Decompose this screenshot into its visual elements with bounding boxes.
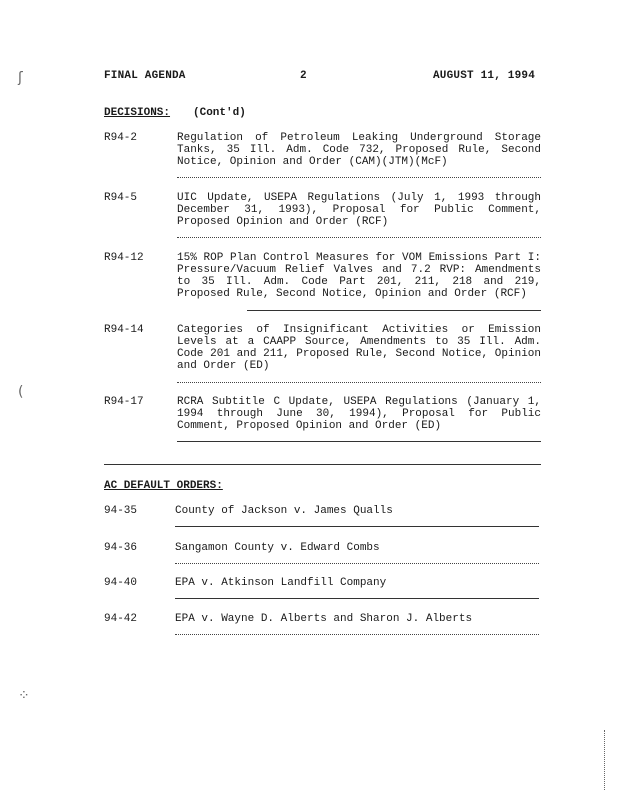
ac-default-heading: AC DEFAULT ORDERS: — [104, 480, 223, 492]
page-number: 2 — [300, 70, 307, 82]
scan-mark-middle: ( — [18, 384, 24, 400]
item-rule — [177, 177, 541, 178]
docket-id: R94-17 — [104, 396, 144, 408]
docket-description: 15% ROP Plan Control Measures for VOM Emissions Part I: Pressure/Vacuum Relief Valves and 7.2 RVP: Amendments to 35 Ill. Adm. Code Part 201, 211, 218 and 219, Proposed Rule, Second Notice, Opinion and Order (RCF) — [177, 252, 541, 300]
scan-mark-top: ʃ — [18, 70, 23, 86]
case-id: 94-42 — [104, 613, 138, 625]
docket-description: UIC Update, USEPA Regulations (July 1, 1993 through December 31, 1993), Proposal for Public Comment, Proposed Opinion and Order (RCF) — [177, 192, 541, 228]
item-rule — [247, 310, 541, 311]
item-rule — [177, 237, 541, 238]
decisions-contd: (Cont'd) — [193, 107, 246, 119]
case-rule — [175, 598, 539, 599]
agenda-header-title: FINAL AGENDA — [104, 70, 186, 82]
case-title: EPA v. Wayne D. Alberts and Sharon J. Alberts — [175, 613, 473, 625]
case-id: 94-40 — [104, 577, 138, 589]
case-id: 94-36 — [104, 542, 138, 554]
case-rule — [175, 563, 539, 564]
case-id: 94-35 — [104, 505, 138, 517]
docket-id: R94-5 — [104, 192, 138, 204]
case-title: Sangamon County v. Edward Combs — [175, 542, 380, 554]
docket-id: R94-12 — [104, 252, 144, 264]
docket-id: R94-2 — [104, 132, 138, 144]
case-title: EPA v. Atkinson Landfill Company — [175, 577, 387, 589]
docket-description: RCRA Subtitle C Update, USEPA Regulations (January 1, 1994 through June 30, 1994), Proposal for Public Comment, Proposed Opinion and Order (ED) — [177, 396, 541, 432]
item-rule — [177, 441, 541, 442]
case-rule — [175, 634, 539, 635]
docket-description: Regulation of Petroleum Leaking Underground Storage Tanks, 35 Ill. Adm. Code 732, Proposed Rule, Second Notice, Opinion and Order (CAM)(JTM)(McF) — [177, 132, 541, 168]
docket-id: R94-14 — [104, 324, 144, 336]
docket-description: Categories of Insignificant Activities or Emission Levels at a CAAPP Source, Amendments to 35 Ill. Adm. Code 201 and 211, Proposed Rule, Second Notice, Opinion and Order (ED) — [177, 324, 541, 372]
case-title: County of Jackson v. James Qualls — [175, 505, 393, 517]
item-rule — [177, 382, 541, 383]
section-divider — [104, 464, 541, 465]
case-rule — [175, 526, 539, 527]
decisions-heading: DECISIONS: — [104, 107, 171, 119]
agenda-date: AUGUST 11, 1994 — [433, 70, 536, 82]
scan-mark-bottom: ⁘ — [18, 688, 30, 704]
scan-edge-line — [604, 730, 605, 790]
